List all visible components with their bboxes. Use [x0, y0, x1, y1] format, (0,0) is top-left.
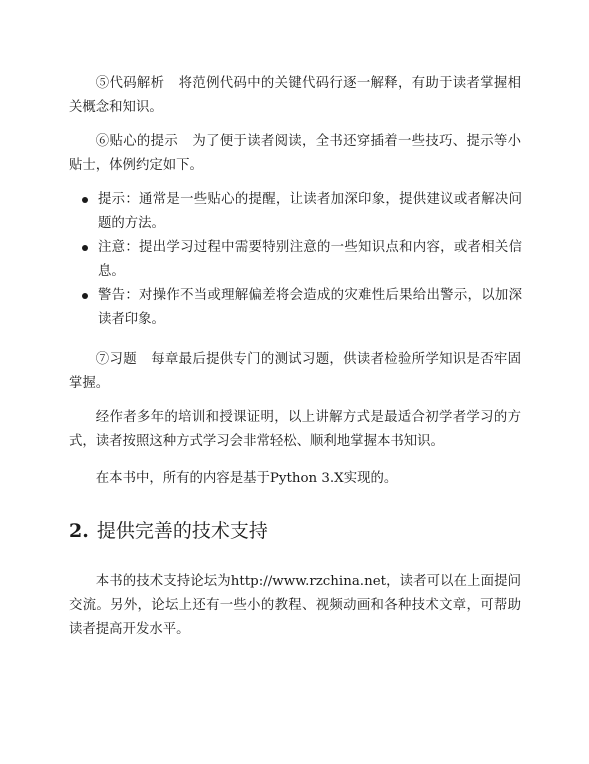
paragraph-text: 将范例代码中的关键代码行逐一解释，有助于读者掌握相关概念和知识。 — [69, 76, 522, 115]
paragraph-training: 经作者多年的培训和授课证明，以上讲解方式是最适合初学者学习的方式，读者按照这种方式学习会非常轻松、顺利地掌握本书知识。 — [69, 410, 521, 449]
paragraph-support-forum: 本书的技术支持论坛为http://www.rzchina.net，读者可以在上面提问交流。另外，论坛上还有一些小的教程、视频动画和各种技术文章，可帮助读者提高开发水平。 — [69, 574, 521, 637]
tips-bullet-list — [80, 188, 522, 332]
bullet-hint: 提示：通常是一些贴心的提醒，让读者加深印象，提供建议或者解决问题的方法。 — [80, 188, 522, 236]
paragraph-exercises — [69, 348, 521, 396]
section-heading — [69, 516, 268, 546]
paragraph-text: 为了便于读者阅读，全书还穿插着一些技巧、提示等小贴士，体例约定如下。 — [69, 134, 522, 173]
paragraph-python-version: 在本书中，所有的内容是基于Python 3.X实现的。 — [95, 471, 398, 486]
paragraph-lead: ⑥贴心的提示 — [95, 134, 179, 149]
paragraph-tips — [69, 130, 521, 178]
paragraph-text: 每章最后提供专门的测试习题，供读者检验所学知识是否牢固掌握。 — [69, 352, 522, 391]
paragraph-code-analysis — [69, 72, 521, 120]
section-number: 2. — [69, 520, 89, 542]
paragraph-lead: ⑤代码解析 — [95, 76, 165, 91]
bullet-warning: 警告：对操作不当或理解偏差将会造成的灾难性后果给出警示，以加深读者印象。 — [80, 284, 522, 332]
paragraph-lead: ⑦习题 — [95, 352, 137, 367]
section-title: 提供完善的技术支持 — [96, 520, 268, 542]
bullet-note: 注意：提出学习过程中需要特别注意的一些知识点和内容，或者相关信息。 — [80, 236, 522, 284]
